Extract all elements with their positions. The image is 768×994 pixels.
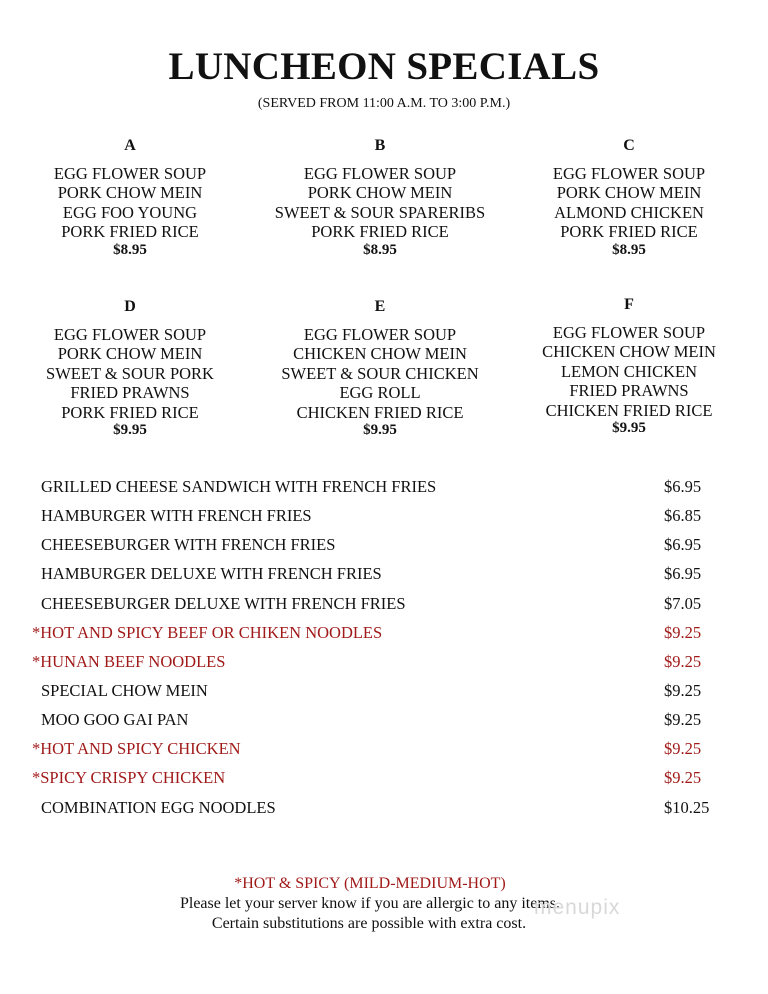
substitution-note: Certain substitutions are possible with extra cost. [211,915,527,932]
menu-row [0,737,768,766]
combo-item: PORK FRIED RICE [61,222,199,241]
menu-item-price: $10.25 [664,797,710,817]
menu-item-name: CHEESEBURGER DELUXE WITH FRENCH FRIES [41,593,406,613]
combo-letter: D [124,298,136,315]
combo-e [255,297,505,439]
combo-item: FRIED PRAWNS [70,383,190,402]
combo-item: ALMOND CHICKEN [554,202,704,222]
menu-row [0,650,768,679]
menu-row [0,679,768,708]
menu-item-name: GRILLED CHEESE SANDWICH WITH FRENCH FRIES [41,477,437,496]
menu-item-name: *HUNAN BEEF NOODLES [32,651,226,671]
menu-row [0,592,768,621]
menu-item-name: COMBINATION EGG NOODLES [41,797,276,817]
combo-letter: F [624,296,634,313]
page-title: LUNCHEON SPECIALS [168,45,600,88]
combo-price: $9.95 [363,422,397,438]
menu-item-price: $6.95 [664,564,702,584]
combo-letter: B [374,137,386,154]
menu-row [0,533,768,562]
combo-a [5,136,255,259]
combo-d [5,297,255,439]
combo-item: PORK FRIED RICE [560,222,698,241]
menu-item-name: *HOT AND SPICY BEEF OR CHIKEN NOODLES [32,622,383,642]
menu-item-price: $6.85 [664,506,702,526]
combo-price: $8.95 [363,241,397,258]
combo-item: FRIED PRAWNS [569,381,689,400]
menu-row [0,475,768,504]
menu-row [0,504,768,533]
combo-price: $8.95 [113,241,147,258]
combo-c [504,136,754,259]
combo-item: CHICKEN FRIED RICE [296,402,464,422]
combo-f [504,295,754,437]
menu-item-price: $9.25 [664,651,702,671]
combo-item: PORK CHOW MEIN [556,183,702,202]
a-la-carte-list [0,475,768,825]
combo-price: $9.95 [113,422,147,438]
menu-row [0,766,768,795]
serving-hours: (SERVED FROM 11:00 A.M. TO 3:00 P.M.) [257,96,511,111]
combo-item: EGG FLOWER SOUP [552,322,706,342]
combo-letter: C [623,137,635,154]
menu-item-name: CHEESEBURGER WITH FRENCH FRIES [41,535,336,555]
menu-item-name: *HOT AND SPICY CHICKEN [32,739,241,759]
menu-item-name: SPECIAL CHOW MEIN [41,680,208,700]
combo-item: EGG FLOWER SOUP [303,163,457,183]
combo-item: CHICKEN CHOW MEIN [542,342,716,361]
menu-row [0,796,768,825]
combo-item: PORK FRIED RICE [311,222,449,241]
combo-item: PORK CHOW MEIN [307,183,453,202]
menu-item-price: $9.25 [664,622,702,642]
combo-item: PORK CHOW MEIN [57,344,203,363]
menu-item-name: *SPICY CRISPY CHICKEN [32,768,226,788]
combo-item: CHICKEN FRIED RICE [545,400,713,420]
combo-item: CHICKEN CHOW MEIN [293,344,467,363]
combo-item: SWEET & SOUR CHICKEN [281,363,479,383]
combo-item: SWEET & SOUR PORK [46,363,214,383]
combo-letter: E [374,298,386,315]
menu-item-name: MOO GOO GAI PAN [41,710,189,730]
menu-item-price: $9.25 [664,739,702,759]
combo-item: SWEET & SOUR SPARERIBS [274,202,486,222]
combo-item: EGG FLOWER SOUP [53,163,207,183]
combo-letter: A [124,137,136,154]
combo-item: EGG FLOWER SOUP [552,163,706,183]
menu-item-price: $9.25 [664,680,702,700]
combo-b [255,136,505,259]
menu-item-price: $6.95 [664,477,702,496]
combo-item: EGG ROLL [339,383,421,402]
menu-row [0,621,768,650]
combo-item: EGG FOO YOUNG [62,202,198,222]
menu-item-price: $9.25 [664,768,702,788]
combo-item: PORK FRIED RICE [61,402,199,422]
menu-row [0,562,768,591]
combo-item: EGG FLOWER SOUP [303,324,457,344]
menu-item-price: $9.25 [664,710,702,730]
combo-item: LEMON CHICKEN [560,361,698,381]
menu-item-price: $6.95 [664,535,702,555]
watermark: menupix [534,896,621,919]
allergy-note: Please let your server know if you are allergic to any items. [179,895,561,912]
menu-item-name: HAMBURGER WITH FRENCH FRIES [41,506,312,526]
combo-item: EGG FLOWER SOUP [53,324,207,344]
combo-price: $8.95 [612,241,646,258]
combo-price: $9.95 [612,420,646,436]
menu-item-name: HAMBURGER DELUXE WITH FRENCH FRIES [41,564,382,584]
menu-row [0,708,768,737]
spicy-note: *HOT & SPICY (MILD-MEDIUM-HOT) [234,875,506,892]
menu-item-price: $7.05 [664,593,702,613]
combo-item: PORK CHOW MEIN [57,183,203,202]
